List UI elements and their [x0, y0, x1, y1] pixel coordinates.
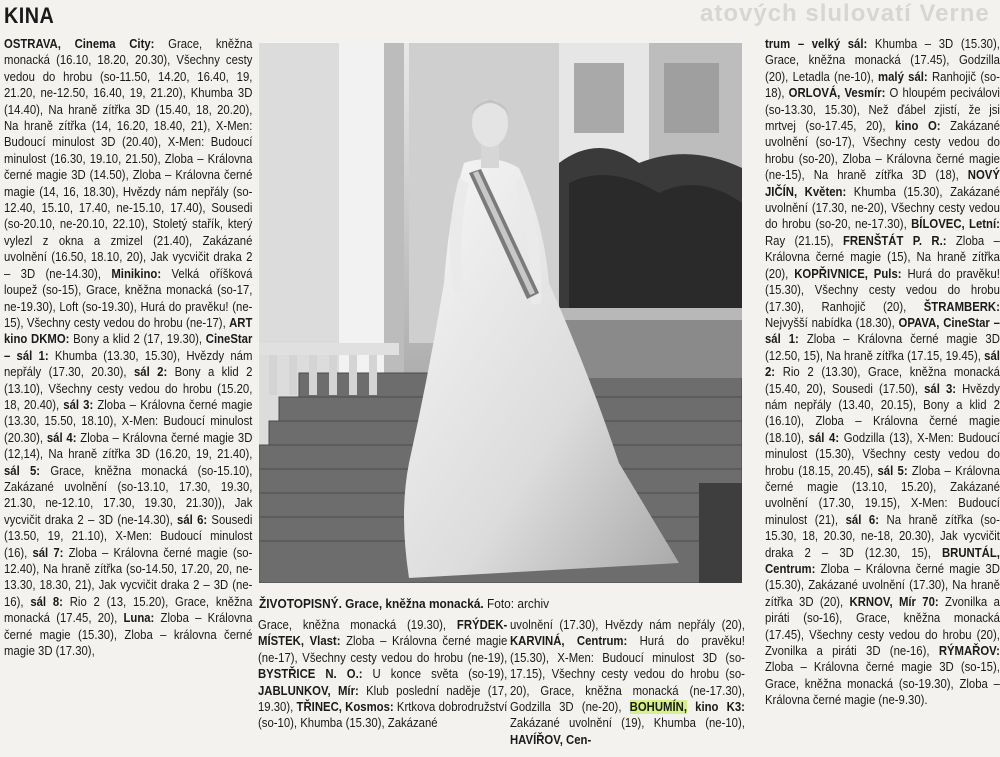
- showtimes-text: Hvězdy nám nepřály (13.40, 20.15), Bony a klid 2 (16.10), Zloba – Královna černé magie (18.10),: [765, 381, 1000, 445]
- showtimes-text: Khumba (15.30), Zakázané uvolnění (17.30, ne-20), Všechny cesty vedou do hrobu (so-20, ne-17.30),: [765, 184, 1000, 232]
- showtimes-text: Khumba – 3D (15.30), Grace, kněžna monacká (17.45), Godzilla (20), Letadla (ne-10),: [765, 37, 1000, 84]
- caption-bold: ŽIVOTOPISNÝ. Grace, kněžna monacká.: [259, 596, 484, 611]
- showtimes-text: uvolnění (17.30), Hvězdy nám nepřály (20),: [510, 618, 745, 632]
- showtimes-text: Zloba – Královna černé magie (15.30), Zloba – královna černé magie 3D (17.30),: [4, 611, 253, 659]
- showtimes-text: Zloba – Královna černé magie (13.10, 15.20), Zakázané uvolnění (17.30, 19.15), X-Men: Budoucí minulost (21),: [765, 463, 1000, 527]
- showtimes-text: Ranhojič (so-18),: [765, 69, 1000, 101]
- bleed-through-text: atových slulovatí Verne: [700, 0, 990, 27]
- venue-label: JABLUNKOV, Mír:: [258, 683, 359, 698]
- showtimes-text: Bony a klid 2 (17, 19.30),: [69, 332, 206, 347]
- venue-label: ART kino DKMO:: [4, 315, 253, 347]
- listing-column-2: [258, 617, 507, 757]
- showtimes-text: Na hraně zítřka (so-15.30, 18, 20.30, ne-18, 20.30), Jak vycvičit draka 2 – 3D (12.30, 15),: [765, 512, 1000, 560]
- showtimes-text: Hurá do pravěku! (15.30), X-Men: Budoucí minulost 3D (so-17.15), Všechny cesty vedou do hrobu (so-20), Grace, kněžna monacká (ne-17.30), Godzilla 3D (ne-20),: [510, 634, 745, 715]
- showtimes-text: Rio 2 (13.30), Grace, kněžna monacká (15.40, 20), Sousedi (17.50),: [765, 365, 1000, 396]
- venue-label: sál 2:: [134, 365, 168, 380]
- venue-label: malý sál:: [878, 69, 928, 84]
- showtimes-text: Zloba – Královna černé magie 3D (12,14), Na hraně zítřka 3D (16.20, 19, 21.40),: [4, 430, 253, 462]
- venue-label: trum – velký sál:: [765, 37, 868, 51]
- showtimes-text: O hloupém peciválovi (so-13.30, 15.30), Než ďábel zjistí, že jsi mrtvej (so-17.45, 20),: [765, 86, 1000, 134]
- showtimes-text: Grace, kněžna monacká (19.30),: [258, 618, 457, 632]
- venue-label: sál 8:: [30, 594, 63, 609]
- venue-label: Luna:: [123, 611, 155, 626]
- showtimes-text: Zloba – Královna černé magie 3D (so-15), Grace, kněžna monacká (so-19.30), Zloba – Královna černé magie (ne-9.30).: [765, 660, 1000, 708]
- showtimes-text: Bony a klid 2 (13.10), Všechny cesty vedou do hrobu (15.20, 18, 20.40),: [4, 365, 253, 412]
- venue-label: Minikino:: [111, 266, 162, 281]
- venue-label: sál 3:: [63, 397, 94, 412]
- showtimes-text: Rio 2 (13, 15.20), Grace, kněžna monacká (17.45, 20),: [4, 594, 253, 626]
- venue-label: sál 3:: [924, 381, 957, 396]
- venue-label: sál 6:: [177, 512, 208, 527]
- showtimes-text: Klub poslední naděje (17, 19.30),: [258, 683, 508, 715]
- showtimes-text: Zakázané uvolnění (19), Khumba (ne-10),: [510, 716, 745, 731]
- showtimes-text: Zloba – Královna černé magie (ne-17), Všechny cesty vedou do hrobu (ne-19),: [258, 634, 508, 665]
- venue-label: NOVÝ JIČÍN, Květen:: [765, 168, 1000, 199]
- photo-grace-kelly: [259, 43, 742, 583]
- venue-label: sál 4:: [808, 430, 840, 445]
- photo-illustration: [259, 43, 742, 583]
- listing-column-4: [765, 36, 1000, 756]
- venue-label: sál 7:: [32, 545, 64, 560]
- showtimes-text: Hurá do pravěku! (15.30), Všechny cesty vedou do hrobu (17.30), Ranhojič (20),: [765, 266, 1000, 314]
- venue-label: TŘINEC, Kosmos:: [296, 700, 394, 715]
- venue-label: sál 5:: [877, 463, 908, 478]
- listing-column-3: [510, 617, 745, 757]
- photo-caption: [259, 596, 549, 611]
- showtimes-text: Zloba – Královna černé magie (15), Na hraně zítřka (20),: [765, 233, 1000, 281]
- showtimes-text: Nejvyšší nabídka (18.30),: [765, 315, 899, 330]
- showtimes-text: Zloba – Královna černé magie 3D (12.50, 15), Na hraně zítřka (17.15, 19.45),: [765, 332, 1000, 363]
- venue-label: RÝMAŘOV:: [938, 644, 1000, 659]
- venue-label: BÍLOVEC, Letní:: [911, 217, 1000, 232]
- venue-label: kino K3:: [686, 700, 745, 715]
- showtimes-text: Zloba – Královna černé magie (so-12.40), Na hraně zítřka (so-14.50, 17.20, 20, ne-13.30, 18.30, 21), Jak vycvičit draka 2 – 3D (ne-16),: [4, 545, 253, 609]
- showtimes-text: Zvonilka a piráti (so-16), Grace, kněžna monacká (17.45), Všechny cesty vedou do hrobu (20), Zvonilka a piráti 3D (ne-16),: [765, 594, 1000, 659]
- showtimes-text: Sousedi (13.50, 19, 21.10), X-Men: Budoucí minulost (16),: [4, 512, 253, 560]
- caption-credit: Foto: archiv: [483, 596, 550, 611]
- venue-label: BRUNTÁL, Centrum:: [765, 545, 1000, 576]
- showtimes-text: U konce světa (so-19),: [362, 667, 508, 682]
- venue-label: sál 2:: [765, 348, 1000, 380]
- venue-label: CineStar – sál 1:: [4, 332, 253, 363]
- section-title: KINA: [4, 3, 55, 28]
- venue-label: KRNOV, Mír 70:: [849, 594, 939, 609]
- venue-label: BYSTŘICE N. O.:: [258, 667, 363, 682]
- highlighted-venue: BOHUMÍN,: [629, 700, 687, 715]
- venue-label: sál 4:: [46, 430, 77, 445]
- showtimes-text: Zloba – Královna černé magie (13.30, 15.50, 18.10), X-Men: Budoucí minulost (20.30),: [4, 397, 253, 445]
- showtimes-text: Khumba (13.30, 15.30), Hvězdy nám nepřály (17.30, 20.30),: [4, 348, 253, 380]
- venue-label: OSTRAVA, Cinema City:: [4, 37, 155, 51]
- venue-label: KARVINÁ, Centrum:: [510, 634, 628, 649]
- venue-label: sál 5:: [4, 463, 41, 478]
- venue-label: FRENŠTÁT P. R.:: [842, 233, 947, 248]
- venue-label: FRÝDEK-MÍSTEK, Vlast:: [258, 618, 508, 649]
- listing-column-1: [4, 36, 252, 756]
- venue-label: HAVÍŘOV, Cen-: [510, 732, 592, 747]
- venue-label: ORLOVÁ, Vesmír:: [788, 86, 886, 101]
- showtimes-text: Zakázané uvolnění (so-17), Všechny cesty vedou do hrobu (so-20), Zloba – Královna černé magie (ne-15), Na hraně zítřka 3D (18),: [765, 119, 1000, 183]
- showtimes-text: Grace, kněžna monacká (16.10, 18.20, 20.30), Všechny cesty vedou do hrobu (so-11.50, 14.20, 16.40, 19, 21.20, ne-12.50, 16.40, 19, 21.20), Khumba 3D (14.40), Na hraně zítřka 3D (15.40, 18, 20.20), Na hraně zítřka (14, 16.20, 18.40, 21), X-Men: Budoucí minulost 3D (20.40), X-Men: Budoucí minulost (16.30, 19.10, 21.50), Zloba – Královna černé magie 3D (14.50), Zloba – Královna černé magie (14, 16, 18.30), Hvězdy nám nepřály (so-12.40, 15.10, 17.40, ne-15.10, 17.40), Sousedi (so-20.10, ne-20.10, 22.10), Stoletý stařík, který vylezl z okna a zmizel (21.40), Zakázané uvolnění (16.50, 18.10, 20), Jak vycvičit draka 2 – 3D (ne-14.30),: [4, 37, 253, 281]
- showtimes-text: Godzilla (13), X-Men: Budoucí minulost (15.30), Všechny cesty vedou do hrobu (18.15, 20.45),: [765, 430, 1000, 478]
- showtimes-text: Grace, kněžna monacká (so-15.10), Zakázané uvolnění (so-13.10, 17.30, 19.30, 21.30, ne-12.10, 17.30, 19.30, 21.30)), Jak vycvičit draka 2 – 3D (ne-14.30),: [4, 463, 253, 527]
- venue-label: ŠTRAMBERK:: [923, 299, 1000, 314]
- showtimes-text: Zloba – Královna černé magie 3D (15.30), Zakázané uvolnění (17.30), Na hraně zítřka 3D (20),: [765, 562, 1000, 609]
- venue-label: OPAVA, CineStar – sál 1:: [765, 315, 1000, 347]
- venue-label: sál 6:: [845, 512, 879, 527]
- showtimes-text: Krtkova dobrodružství (so-10), Khumba (15.30), Zakázané: [258, 700, 508, 731]
- venue-label: KOPŘIVNICE, Puls:: [794, 266, 902, 281]
- showtimes-text: Ray (21.15),: [765, 233, 843, 248]
- venue-label: kino O:: [895, 119, 941, 134]
- showtimes-text: Velká oříšková loupež (so-15), Grace, kněžna monacká (so-17, ne-19.30), Loft (so-19.30), Hurá do pravěku! (ne-15), Všechny cesty vedou do hrobu (ne-17),: [4, 266, 253, 330]
